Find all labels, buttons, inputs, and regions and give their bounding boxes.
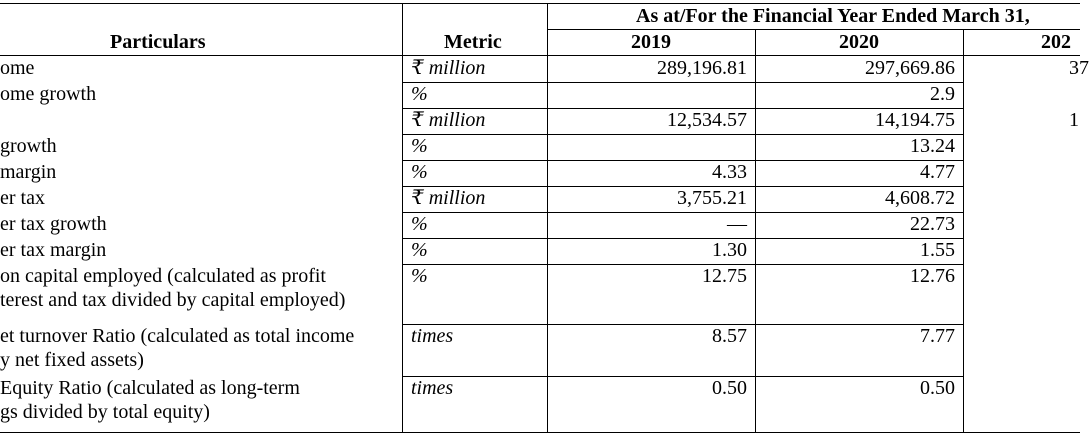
value-2020-cell: 4.77 (920, 161, 955, 183)
metric-cell: % (411, 239, 428, 261)
value-2020-cell: 297,669.86 (865, 57, 955, 79)
value-2020-cell: 1.55 (920, 239, 955, 261)
metric-cell: % (411, 83, 428, 105)
metric-cell: ₹ million (411, 187, 486, 209)
particulars-cell: growth (0, 135, 57, 157)
particulars-cell: terest and tax divided by capital employed) (0, 289, 346, 311)
value-2019-cell: 12,534.57 (667, 109, 747, 131)
year-2019-header: 2019 (631, 31, 671, 53)
particulars-cell: margin (0, 161, 57, 183)
particulars-cell: ome (0, 57, 35, 79)
metric-header: Metric (444, 31, 502, 53)
value-2019-cell: 8.57 (712, 325, 747, 347)
value-2020-cell: 22.73 (910, 213, 955, 235)
value-2020-cell: 13.24 (910, 135, 955, 157)
year-2020-header: 2020 (839, 31, 879, 53)
particulars-cell: on capital employed (calculated as profit (0, 265, 326, 287)
particulars-header: Particulars (110, 31, 206, 53)
year-2021-header: 202 (1041, 31, 1071, 53)
value-2019-cell: 12.75 (702, 265, 747, 287)
metric-cell: % (411, 213, 428, 235)
value-2020-cell: 2.9 (930, 83, 955, 105)
metric-cell: % (411, 265, 428, 287)
particulars-cell: Equity Ratio (calculated as long-term (0, 377, 300, 399)
metric-cell: times (411, 325, 454, 347)
particulars-cell: gs divided by total equity) (0, 401, 210, 423)
value-2021-cell: 1 (1069, 109, 1079, 131)
particulars-cell: er tax (0, 187, 45, 209)
value-2019-cell: 3,755.21 (677, 187, 747, 209)
value-2020-cell: 12.76 (910, 265, 955, 287)
value-2019-cell: 1.30 (712, 239, 747, 261)
metric-cell: times (411, 377, 454, 399)
metric-cell: ₹ million (411, 109, 486, 131)
value-2019-cell: 4.33 (712, 161, 747, 183)
metric-cell: % (411, 135, 428, 157)
value-2020-cell: 0.50 (920, 377, 955, 399)
metric-cell: ₹ million (411, 57, 486, 79)
particulars-cell: et turnover Ratio (calculated as total income (0, 325, 355, 347)
value-2020-cell: 14,194.75 (875, 109, 955, 131)
value-2019-cell: 0.50 (712, 377, 747, 399)
value-2019-cell: — (727, 213, 747, 235)
value-2020-cell: 4,608.72 (885, 187, 955, 209)
rule-col-metric (402, 3, 403, 433)
metric-cell: % (411, 161, 428, 183)
value-2021-cell: 37 (1069, 57, 1089, 79)
rule-bottom (0, 432, 1080, 433)
year-group-header: As at/For the Financial Year Ended March 31, (636, 5, 1030, 27)
rule-col-2021 (963, 29, 964, 433)
value-2020-cell: 7.77 (920, 325, 955, 347)
particulars-cell: er tax margin (0, 239, 107, 261)
particulars-cell: ome growth (0, 83, 97, 105)
particulars-cell: y net fixed assets) (0, 349, 144, 371)
particulars-cell: er tax growth (0, 213, 107, 235)
value-2019-cell: 289,196.81 (657, 57, 747, 79)
